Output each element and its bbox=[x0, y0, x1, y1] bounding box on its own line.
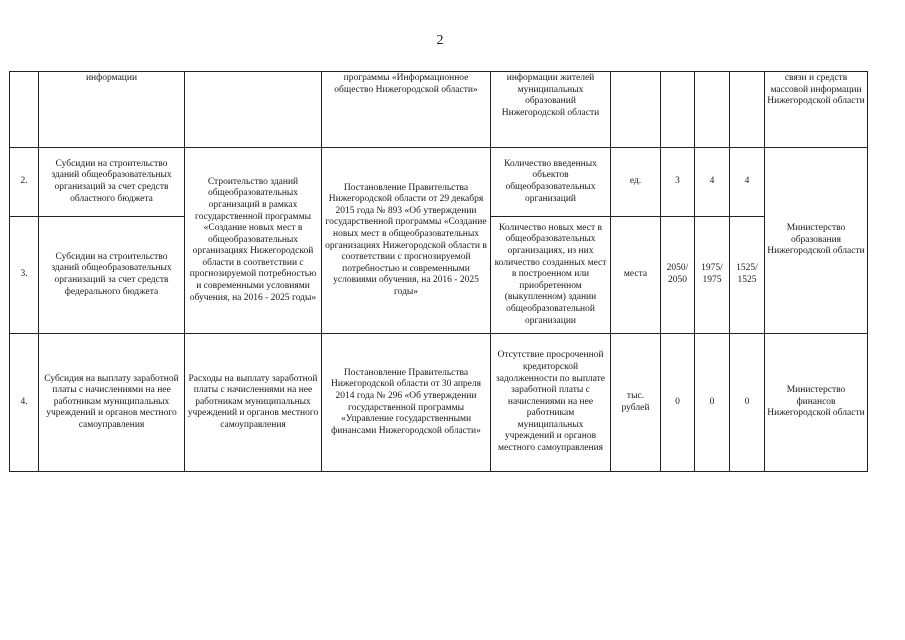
ministry: Министерство финансов Нижегородской области bbox=[765, 334, 868, 472]
subsidy-name: Субсидии на строительство зданий общеобразовательных организаций за счет средств областного бюджета bbox=[39, 148, 185, 217]
value-3: 1525/ 1525 bbox=[730, 217, 765, 334]
subsidy-table bbox=[9, 71, 868, 472]
value-3: 4 bbox=[730, 148, 765, 217]
cell-v1-empty bbox=[661, 72, 695, 148]
legal-act: Постановление Правительства Нижегородской области от 29 декабря 2015 года № 893 «Об утверждении государственной программы «Создание новых мест в общеобразовательных организациях Нижегородской области в соответствии с прогнозируемой потребностью и современными условиями обучения, на 2016 - 2025 годы» bbox=[322, 148, 491, 334]
cell-unit-empty bbox=[611, 72, 661, 148]
value-2: 4 bbox=[695, 148, 730, 217]
cell-subsidy-continuation: информации bbox=[39, 72, 185, 148]
value-1: 3 bbox=[661, 148, 695, 217]
table-row-4 bbox=[10, 334, 868, 472]
activity-description: Расходы на выплату заработной платы с начислениями на нее работникам муниципальных учреждений и органов местного самоуправления bbox=[185, 334, 322, 472]
row-number: 2. bbox=[10, 148, 39, 217]
cell-ministry-continuation: связи и средств массовой информации Нижегородской области bbox=[765, 72, 868, 148]
continuation-row bbox=[10, 72, 868, 148]
value-1: 2050/ 2050 bbox=[661, 217, 695, 334]
cell-activity-empty bbox=[185, 72, 322, 148]
indicator: Количество введенных объектов общеобразовательных организаций bbox=[491, 148, 611, 217]
unit: тыс. рублей bbox=[611, 334, 661, 472]
page-number: 2 bbox=[436, 33, 444, 48]
cell-indicator-continuation: информации жителей муниципальных образований Нижегородской области bbox=[491, 72, 611, 148]
table-row-2 bbox=[10, 148, 868, 217]
indicator: Отсутствие просроченной кредиторской задолженности по выплате заработной платы с начислениями на нее работникам муниципальных учреждений и органов местного самоуправления bbox=[491, 334, 611, 472]
ministry: Министерство образования Нижегородской области bbox=[765, 148, 868, 334]
cell-num-empty bbox=[10, 72, 39, 148]
indicator: Количество новых мест в общеобразовательных организациях, из них количество созданных мест в построенном или приобретенном (выкупленном) здании общеобразовательной организации bbox=[491, 217, 611, 334]
value-1: 0 bbox=[661, 334, 695, 472]
unit: места bbox=[611, 217, 661, 334]
cell-v2-empty bbox=[695, 72, 730, 148]
value-3: 0 bbox=[730, 334, 765, 472]
activity-description: Строительство зданий общеобразовательных организаций в рамках государственной программы «Создание новых мест в общеобразовательных организациях Нижегородской области в соответствии с прогнозируемой потребностью и современными условиями обучения, на 2016 - 2025 годы» bbox=[185, 148, 322, 334]
value-2: 1975/ 1975 bbox=[695, 217, 730, 334]
subsidy-name: Субсидия на выплату заработной платы с начислениями на нее работникам муниципальных учреждений и органов местного самоуправления bbox=[39, 334, 185, 472]
row-number: 4. bbox=[10, 334, 39, 472]
cell-v3-empty bbox=[730, 72, 765, 148]
subsidy-name: Субсидии на строительство зданий общеобразовательных организаций за счет средств федерального бюджета bbox=[39, 217, 185, 334]
cell-legal-continuation: программы «Информационное общество Нижегородской области» bbox=[322, 72, 491, 148]
value-2: 0 bbox=[695, 334, 730, 472]
legal-act: Постановление Правительства Нижегородской области от 30 апреля 2014 года № 296 «Об утверждении государственной программы «Управление государственными финансами Нижегородской области» bbox=[322, 334, 491, 472]
unit: ед. bbox=[611, 148, 661, 217]
row-number: 3. bbox=[10, 217, 39, 334]
